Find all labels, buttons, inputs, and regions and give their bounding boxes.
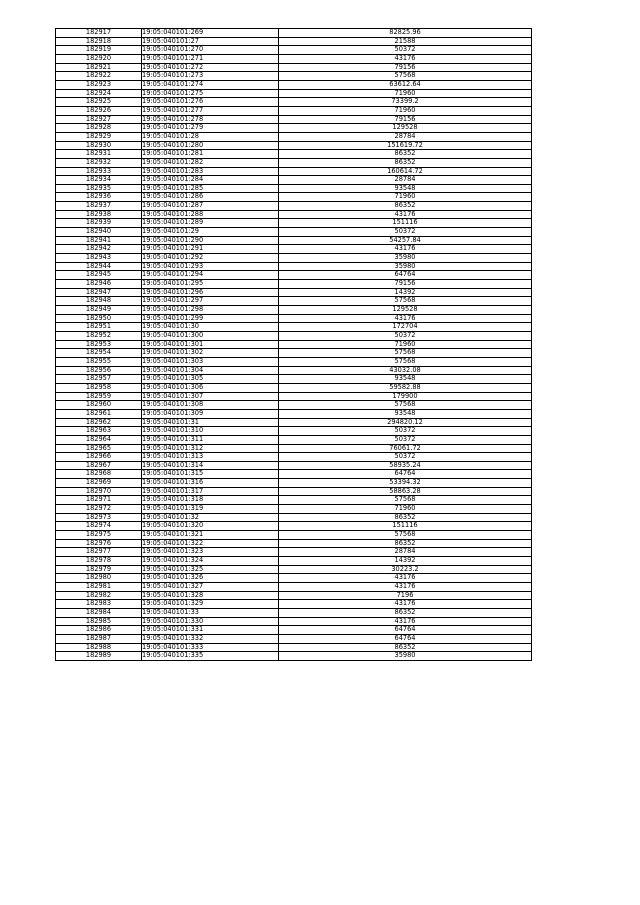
cadastral-number-cell: 19:05:040101:312 bbox=[142, 444, 279, 453]
row-number-cell: 182928 bbox=[56, 124, 142, 133]
cadastral-number-cell: 19:05:040101:28 bbox=[142, 132, 279, 141]
table-row bbox=[56, 72, 532, 81]
row-number-cell: 182950 bbox=[56, 314, 142, 323]
value-cell: 79156 bbox=[279, 280, 532, 289]
table-row bbox=[56, 54, 532, 63]
value-cell: 86352 bbox=[279, 608, 532, 617]
table-row bbox=[56, 496, 532, 505]
value-cell: 129528 bbox=[279, 124, 532, 133]
table-row bbox=[56, 487, 532, 496]
table-row bbox=[56, 158, 532, 167]
table-row bbox=[56, 583, 532, 592]
value-cell: 35980 bbox=[279, 254, 532, 263]
cadastral-number-cell: 19:05:040101:302 bbox=[142, 349, 279, 358]
value-cell: 43176 bbox=[279, 314, 532, 323]
table-row bbox=[56, 262, 532, 271]
value-cell: 53394.32 bbox=[279, 479, 532, 488]
cadastral-number-cell: 19:05:040101:318 bbox=[142, 496, 279, 505]
cadastral-number-cell: 19:05:040101:330 bbox=[142, 617, 279, 626]
row-number-cell: 182958 bbox=[56, 383, 142, 392]
table-row bbox=[56, 63, 532, 72]
value-cell: 43176 bbox=[279, 54, 532, 63]
row-number-cell: 182930 bbox=[56, 141, 142, 150]
cadastral-number-cell: 19:05:040101:316 bbox=[142, 479, 279, 488]
row-number-cell: 182983 bbox=[56, 600, 142, 609]
table-row bbox=[56, 409, 532, 418]
row-number-cell: 182986 bbox=[56, 626, 142, 635]
value-cell: 57568 bbox=[279, 72, 532, 81]
row-number-cell: 182947 bbox=[56, 288, 142, 297]
value-cell: 43176 bbox=[279, 574, 532, 583]
cadastral-number-cell: 19:05:040101:310 bbox=[142, 427, 279, 436]
row-number-cell: 182959 bbox=[56, 392, 142, 401]
table-row bbox=[56, 184, 532, 193]
row-number-cell: 182978 bbox=[56, 557, 142, 566]
table-row bbox=[56, 340, 532, 349]
value-cell: 79156 bbox=[279, 63, 532, 72]
row-number-cell: 182971 bbox=[56, 496, 142, 505]
row-number-cell: 182945 bbox=[56, 271, 142, 280]
cadastral-number-cell: 19:05:040101:335 bbox=[142, 652, 279, 661]
table-row bbox=[56, 444, 532, 453]
table-row bbox=[56, 331, 532, 340]
cadastral-number-cell: 19:05:040101:287 bbox=[142, 202, 279, 211]
cadastral-number-cell: 19:05:040101:272 bbox=[142, 63, 279, 72]
value-cell: 71960 bbox=[279, 193, 532, 202]
row-number-cell: 182942 bbox=[56, 245, 142, 254]
table-row bbox=[56, 461, 532, 470]
cadastral-number-cell: 19:05:040101:332 bbox=[142, 634, 279, 643]
value-cell: 57568 bbox=[279, 496, 532, 505]
value-cell: 50372 bbox=[279, 331, 532, 340]
table-row bbox=[56, 98, 532, 107]
table-row bbox=[56, 314, 532, 323]
value-cell: 79156 bbox=[279, 115, 532, 124]
cadastral-number-cell: 19:05:040101:283 bbox=[142, 167, 279, 176]
value-cell: 93548 bbox=[279, 375, 532, 384]
table-row bbox=[56, 375, 532, 384]
row-number-cell: 182941 bbox=[56, 236, 142, 245]
table-row bbox=[56, 141, 532, 150]
row-number-cell: 182955 bbox=[56, 357, 142, 366]
row-number-cell: 182939 bbox=[56, 219, 142, 228]
table-row bbox=[56, 357, 532, 366]
value-cell: 71960 bbox=[279, 340, 532, 349]
value-cell: 57568 bbox=[279, 401, 532, 410]
value-cell: 76061.72 bbox=[279, 444, 532, 453]
table-row bbox=[56, 548, 532, 557]
row-number-cell: 182924 bbox=[56, 89, 142, 98]
cadastral-number-cell: 19:05:040101:327 bbox=[142, 583, 279, 592]
row-number-cell: 182981 bbox=[56, 583, 142, 592]
value-cell: 43176 bbox=[279, 617, 532, 626]
table-row bbox=[56, 202, 532, 211]
row-number-cell: 182963 bbox=[56, 427, 142, 436]
value-cell: 57568 bbox=[279, 531, 532, 540]
table-row bbox=[56, 254, 532, 263]
cadastral-number-cell: 19:05:040101:269 bbox=[142, 29, 279, 38]
table-row bbox=[56, 600, 532, 609]
cadastral-number-cell: 19:05:040101:296 bbox=[142, 288, 279, 297]
row-number-cell: 182937 bbox=[56, 202, 142, 211]
value-cell: 14392 bbox=[279, 557, 532, 566]
value-cell: 28784 bbox=[279, 548, 532, 557]
table-row bbox=[56, 349, 532, 358]
table-row bbox=[56, 89, 532, 98]
cadastral-number-cell: 19:05:040101:307 bbox=[142, 392, 279, 401]
row-number-cell: 182982 bbox=[56, 591, 142, 600]
value-cell: 58935.24 bbox=[279, 461, 532, 470]
table-row bbox=[56, 505, 532, 514]
row-number-cell: 182944 bbox=[56, 262, 142, 271]
value-cell: 294820.12 bbox=[279, 418, 532, 427]
value-cell: 86352 bbox=[279, 513, 532, 522]
table-row bbox=[56, 280, 532, 289]
row-number-cell: 182988 bbox=[56, 643, 142, 652]
cadastral-number-cell: 19:05:040101:29 bbox=[142, 228, 279, 237]
cadastral-number-cell: 19:05:040101:281 bbox=[142, 150, 279, 159]
cadastral-number-cell: 19:05:040101:291 bbox=[142, 245, 279, 254]
value-cell: 93548 bbox=[279, 409, 532, 418]
row-number-cell: 182969 bbox=[56, 479, 142, 488]
table-row bbox=[56, 643, 532, 652]
cadastral-number-cell: 19:05:040101:294 bbox=[142, 271, 279, 280]
cadastral-number-cell: 19:05:040101:326 bbox=[142, 574, 279, 583]
table-row bbox=[56, 435, 532, 444]
table-row bbox=[56, 193, 532, 202]
table-row bbox=[56, 418, 532, 427]
value-cell: 30223.2 bbox=[279, 565, 532, 574]
value-cell: 43176 bbox=[279, 600, 532, 609]
value-cell: 28784 bbox=[279, 132, 532, 141]
table-row bbox=[56, 531, 532, 540]
row-number-cell: 182951 bbox=[56, 323, 142, 332]
cadastral-number-cell: 19:05:040101:306 bbox=[142, 383, 279, 392]
table-row bbox=[56, 219, 532, 228]
table-row bbox=[56, 124, 532, 133]
table-row bbox=[56, 176, 532, 185]
cadastral-number-cell: 19:05:040101:293 bbox=[142, 262, 279, 271]
value-cell: 86352 bbox=[279, 539, 532, 548]
cadastral-number-cell: 19:05:040101:282 bbox=[142, 158, 279, 167]
value-cell: 179900 bbox=[279, 392, 532, 401]
table-row bbox=[56, 106, 532, 115]
row-number-cell: 182933 bbox=[56, 167, 142, 176]
row-number-cell: 182974 bbox=[56, 522, 142, 531]
row-number-cell: 182970 bbox=[56, 487, 142, 496]
cadastral-number-cell: 19:05:040101:300 bbox=[142, 331, 279, 340]
table-row bbox=[56, 228, 532, 237]
value-cell: 50372 bbox=[279, 435, 532, 444]
table-body bbox=[56, 29, 532, 661]
cadastral-number-cell: 19:05:040101:315 bbox=[142, 470, 279, 479]
table-row bbox=[56, 167, 532, 176]
cadastral-number-cell: 19:05:040101:284 bbox=[142, 176, 279, 185]
row-number-cell: 182989 bbox=[56, 652, 142, 661]
row-number-cell: 182960 bbox=[56, 401, 142, 410]
table-row bbox=[56, 271, 532, 280]
table-row bbox=[56, 565, 532, 574]
row-number-cell: 182925 bbox=[56, 98, 142, 107]
row-number-cell: 182935 bbox=[56, 184, 142, 193]
cadastral-number-cell: 19:05:040101:273 bbox=[142, 72, 279, 81]
value-cell: 64764 bbox=[279, 634, 532, 643]
value-cell: 35980 bbox=[279, 652, 532, 661]
value-cell: 50372 bbox=[279, 228, 532, 237]
row-number-cell: 182979 bbox=[56, 565, 142, 574]
table-row bbox=[56, 479, 532, 488]
row-number-cell: 182946 bbox=[56, 280, 142, 289]
value-cell: 160614.72 bbox=[279, 167, 532, 176]
table-row bbox=[56, 652, 532, 661]
cadastral-number-cell: 19:05:040101:290 bbox=[142, 236, 279, 245]
cadastral-number-cell: 19:05:040101:298 bbox=[142, 306, 279, 315]
cadastral-number-cell: 19:05:040101:31 bbox=[142, 418, 279, 427]
value-cell: 59582.88 bbox=[279, 383, 532, 392]
cadastral-number-cell: 19:05:040101:304 bbox=[142, 366, 279, 375]
table-row bbox=[56, 323, 532, 332]
value-cell: 86352 bbox=[279, 643, 532, 652]
table-row bbox=[56, 617, 532, 626]
row-number-cell: 182987 bbox=[56, 634, 142, 643]
value-cell: 7196 bbox=[279, 591, 532, 600]
row-number-cell: 182917 bbox=[56, 29, 142, 38]
value-cell: 43176 bbox=[279, 583, 532, 592]
row-number-cell: 182966 bbox=[56, 453, 142, 462]
table-row bbox=[56, 245, 532, 254]
table-row bbox=[56, 37, 532, 46]
row-number-cell: 182952 bbox=[56, 331, 142, 340]
cadastral-number-cell: 19:05:040101:275 bbox=[142, 89, 279, 98]
cadastral-number-cell: 19:05:040101:292 bbox=[142, 254, 279, 263]
table-row bbox=[56, 150, 532, 159]
value-cell: 43032.08 bbox=[279, 366, 532, 375]
cadastral-number-cell: 19:05:040101:313 bbox=[142, 453, 279, 462]
value-cell: 21588 bbox=[279, 37, 532, 46]
value-cell: 14392 bbox=[279, 288, 532, 297]
row-number-cell: 182922 bbox=[56, 72, 142, 81]
row-number-cell: 182929 bbox=[56, 132, 142, 141]
value-cell: 172704 bbox=[279, 323, 532, 332]
cadastral-number-cell: 19:05:040101:320 bbox=[142, 522, 279, 531]
row-number-cell: 182977 bbox=[56, 548, 142, 557]
cadastral-number-cell: 19:05:040101:303 bbox=[142, 357, 279, 366]
cadastral-number-cell: 19:05:040101:321 bbox=[142, 531, 279, 540]
table-row bbox=[56, 626, 532, 635]
value-cell: 151619.72 bbox=[279, 141, 532, 150]
table-row bbox=[56, 427, 532, 436]
cadastral-number-cell: 19:05:040101:286 bbox=[142, 193, 279, 202]
table-row bbox=[56, 132, 532, 141]
table-row bbox=[56, 522, 532, 531]
table-row bbox=[56, 288, 532, 297]
value-cell: 63612.64 bbox=[279, 80, 532, 89]
cadastral-number-cell: 19:05:040101:33 bbox=[142, 608, 279, 617]
cadastral-number-cell: 19:05:040101:289 bbox=[142, 219, 279, 228]
data-table bbox=[55, 28, 532, 661]
row-number-cell: 182926 bbox=[56, 106, 142, 115]
table-row bbox=[56, 557, 532, 566]
row-number-cell: 182973 bbox=[56, 513, 142, 522]
row-number-cell: 182918 bbox=[56, 37, 142, 46]
row-number-cell: 182932 bbox=[56, 158, 142, 167]
row-number-cell: 182985 bbox=[56, 617, 142, 626]
value-cell: 28784 bbox=[279, 176, 532, 185]
cadastral-number-cell: 19:05:040101:30 bbox=[142, 323, 279, 332]
row-number-cell: 182962 bbox=[56, 418, 142, 427]
row-number-cell: 182965 bbox=[56, 444, 142, 453]
cadastral-number-cell: 19:05:040101:314 bbox=[142, 461, 279, 470]
row-number-cell: 182972 bbox=[56, 505, 142, 514]
value-cell: 35980 bbox=[279, 262, 532, 271]
value-cell: 151116 bbox=[279, 219, 532, 228]
cadastral-number-cell: 19:05:040101:274 bbox=[142, 80, 279, 89]
cadastral-number-cell: 19:05:040101:279 bbox=[142, 124, 279, 133]
row-number-cell: 182938 bbox=[56, 210, 142, 219]
value-cell: 50372 bbox=[279, 46, 532, 55]
cadastral-number-cell: 19:05:040101:311 bbox=[142, 435, 279, 444]
value-cell: 57568 bbox=[279, 297, 532, 306]
cadastral-number-cell: 19:05:040101:317 bbox=[142, 487, 279, 496]
row-number-cell: 182940 bbox=[56, 228, 142, 237]
value-cell: 151116 bbox=[279, 522, 532, 531]
table-row bbox=[56, 210, 532, 219]
cadastral-number-cell: 19:05:040101:323 bbox=[142, 548, 279, 557]
cadastral-number-cell: 19:05:040101:278 bbox=[142, 115, 279, 124]
value-cell: 50372 bbox=[279, 427, 532, 436]
cadastral-number-cell: 19:05:040101:277 bbox=[142, 106, 279, 115]
value-cell: 57568 bbox=[279, 349, 532, 358]
row-number-cell: 182921 bbox=[56, 63, 142, 72]
value-cell: 57568 bbox=[279, 357, 532, 366]
cadastral-number-cell: 19:05:040101:324 bbox=[142, 557, 279, 566]
cadastral-number-cell: 19:05:040101:299 bbox=[142, 314, 279, 323]
row-number-cell: 182975 bbox=[56, 531, 142, 540]
cadastral-number-cell: 19:05:040101:276 bbox=[142, 98, 279, 107]
table-row bbox=[56, 366, 532, 375]
cadastral-number-cell: 19:05:040101:305 bbox=[142, 375, 279, 384]
row-number-cell: 182957 bbox=[56, 375, 142, 384]
row-number-cell: 182956 bbox=[56, 366, 142, 375]
table-row bbox=[56, 115, 532, 124]
row-number-cell: 182968 bbox=[56, 470, 142, 479]
table-row bbox=[56, 470, 532, 479]
table-row bbox=[56, 80, 532, 89]
table-row bbox=[56, 608, 532, 617]
value-cell: 71960 bbox=[279, 106, 532, 115]
table-row bbox=[56, 453, 532, 462]
value-cell: 54257.84 bbox=[279, 236, 532, 245]
row-number-cell: 182961 bbox=[56, 409, 142, 418]
cadastral-number-cell: 19:05:040101:280 bbox=[142, 141, 279, 150]
value-cell: 58863.28 bbox=[279, 487, 532, 496]
value-cell: 93548 bbox=[279, 184, 532, 193]
row-number-cell: 182927 bbox=[56, 115, 142, 124]
value-cell: 82825.96 bbox=[279, 29, 532, 38]
cadastral-number-cell: 19:05:040101:27 bbox=[142, 37, 279, 46]
table-row bbox=[56, 29, 532, 38]
value-cell: 43176 bbox=[279, 245, 532, 254]
cadastral-number-cell: 19:05:040101:319 bbox=[142, 505, 279, 514]
cadastral-number-cell: 19:05:040101:301 bbox=[142, 340, 279, 349]
table-row bbox=[56, 591, 532, 600]
row-number-cell: 182923 bbox=[56, 80, 142, 89]
value-cell: 73399.2 bbox=[279, 98, 532, 107]
table-row bbox=[56, 539, 532, 548]
cadastral-number-cell: 19:05:040101:32 bbox=[142, 513, 279, 522]
cadastral-number-cell: 19:05:040101:271 bbox=[142, 54, 279, 63]
cadastral-number-cell: 19:05:040101:288 bbox=[142, 210, 279, 219]
row-number-cell: 182967 bbox=[56, 461, 142, 470]
cadastral-number-cell: 19:05:040101:285 bbox=[142, 184, 279, 193]
row-number-cell: 182953 bbox=[56, 340, 142, 349]
value-cell: 86352 bbox=[279, 150, 532, 159]
row-number-cell: 182943 bbox=[56, 254, 142, 263]
table-row bbox=[56, 574, 532, 583]
value-cell: 64764 bbox=[279, 271, 532, 280]
value-cell: 43176 bbox=[279, 210, 532, 219]
table-row bbox=[56, 306, 532, 315]
table-row bbox=[56, 297, 532, 306]
value-cell: 50372 bbox=[279, 453, 532, 462]
cadastral-number-cell: 19:05:040101:331 bbox=[142, 626, 279, 635]
cadastral-number-cell: 19:05:040101:322 bbox=[142, 539, 279, 548]
cadastral-number-cell: 19:05:040101:333 bbox=[142, 643, 279, 652]
value-cell: 86352 bbox=[279, 202, 532, 211]
row-number-cell: 182984 bbox=[56, 608, 142, 617]
value-cell: 64764 bbox=[279, 470, 532, 479]
row-number-cell: 182980 bbox=[56, 574, 142, 583]
cadastral-number-cell: 19:05:040101:309 bbox=[142, 409, 279, 418]
table-row bbox=[56, 236, 532, 245]
value-cell: 86352 bbox=[279, 158, 532, 167]
table-row bbox=[56, 634, 532, 643]
row-number-cell: 182931 bbox=[56, 150, 142, 159]
row-number-cell: 182954 bbox=[56, 349, 142, 358]
cadastral-number-cell: 19:05:040101:329 bbox=[142, 600, 279, 609]
row-number-cell: 182964 bbox=[56, 435, 142, 444]
row-number-cell: 182934 bbox=[56, 176, 142, 185]
table-row bbox=[56, 46, 532, 55]
value-cell: 71960 bbox=[279, 505, 532, 514]
row-number-cell: 182920 bbox=[56, 54, 142, 63]
row-number-cell: 182919 bbox=[56, 46, 142, 55]
cadastral-number-cell: 19:05:040101:295 bbox=[142, 280, 279, 289]
table-row bbox=[56, 401, 532, 410]
table-row bbox=[56, 513, 532, 522]
cadastral-number-cell: 19:05:040101:325 bbox=[142, 565, 279, 574]
row-number-cell: 182949 bbox=[56, 306, 142, 315]
value-cell: 64764 bbox=[279, 626, 532, 635]
cadastral-number-cell: 19:05:040101:270 bbox=[142, 46, 279, 55]
row-number-cell: 182948 bbox=[56, 297, 142, 306]
cadastral-number-cell: 19:05:040101:297 bbox=[142, 297, 279, 306]
row-number-cell: 182976 bbox=[56, 539, 142, 548]
table-row bbox=[56, 392, 532, 401]
value-cell: 129528 bbox=[279, 306, 532, 315]
cadastral-number-cell: 19:05:040101:328 bbox=[142, 591, 279, 600]
table-row bbox=[56, 383, 532, 392]
value-cell: 71960 bbox=[279, 89, 532, 98]
row-number-cell: 182936 bbox=[56, 193, 142, 202]
cadastral-number-cell: 19:05:040101:308 bbox=[142, 401, 279, 410]
